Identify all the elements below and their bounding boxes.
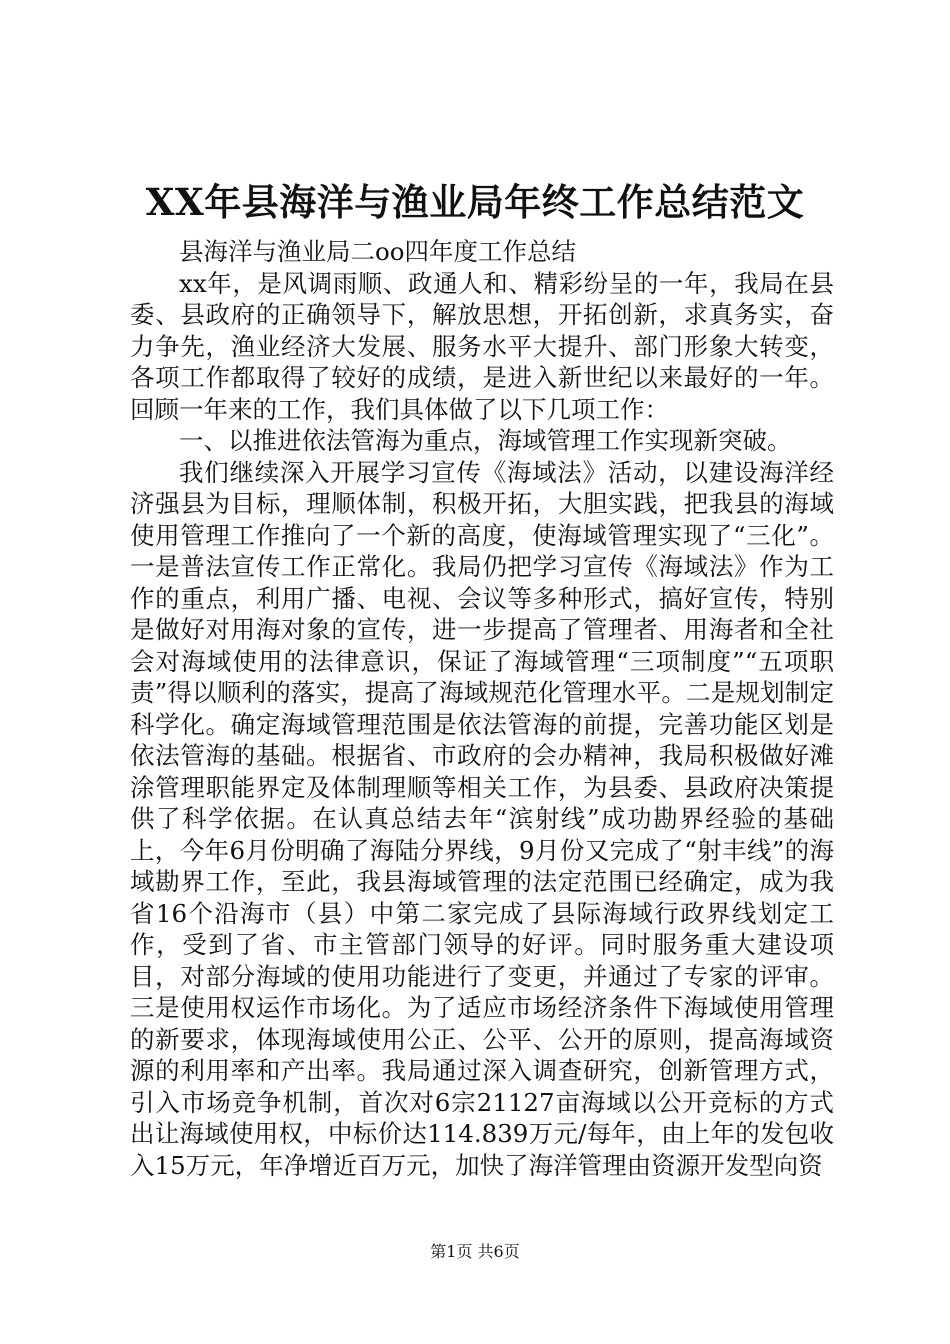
page-footer: 第1页 共6页 xyxy=(430,1242,520,1261)
document-body xyxy=(130,236,834,1181)
intro-paragraph: xx年，是风调雨顺、政通人和、精彩纷呈的一年，我局在县委、县政府的正确领导下，解放思想，开拓创新，求真务实，奋力争先，渔业经济大发展、服务水平大提升、部门形象大转变，各项工作都取得了较好的成绩，是进入新世纪以来最好的一年。回顾一年来的工作，我们具体做了以下几项工作： xyxy=(130,268,834,424)
section-heading: 一、以推进依法管海为重点，海域管理工作实现新突破。 xyxy=(179,426,792,455)
subtitle-paragraph: 县海洋与渔业局二oo四年度工作总结 xyxy=(179,237,576,266)
document-title: XX年县海洋与渔业局年终工作总结范文 xyxy=(145,180,805,224)
body-paragraph: 我们继续深入开展学习宣传《海域法》活动，以建设海洋经济强县为目标，理顺体制，积极开拓，大胆实践，把我县的海域使用管理工作推向了一个新的高度，使海域管理实现了“三化”。一是普法宣传工作正常化。我局仍把学习宣传《海域法》作为工作的重点，利用广播、电视、会议等多种形式，搞好宣传，特别是做好对用海对象的宣传，进一步提高了管理者、用海者和全社会对海域使用的法律意识，保证了海域管理“三项制度”“五项职责”得以顺利的落实，提高了海域规范化管理水平。二是规划制定科学化。确定海域管理范围是依法管海的前提，完善功能区划是依法管海的基础。根据省、市政府的会办精神，我局积极做好滩涂管理职能界定及体制理顺等相关工作，为县委、县政府决策提供了科学依据。在认真总结去年“滨射线”成功勘界经验的基础上，今年6月份明确了海陆分界线，9月份又完成了“射丰线”的海域勘界工作，至此，我县海域管理的法定范围已经确定，成为我省16个沿海市（县）中第二家完成了县际海域行政界线划定工作，受到了省、市主管部门领导的好评。同时服务重大建设项目，对部分海域的使用功能进行了变更，并通过了专家的评审。三是使用权运作市场化。为了适应市场经济条件下海域使用管理的新要求，体现海域使用公正、公平、公开的原则，提高海域资源的利用率和产出率。我局通过深入调查研究，创新管理方式，引入市场竞争机制，首次对6宗21127亩海域以公开竞标的方式出让海域使用权，中标价达114.839万元/每年，由上年的发包收入15万元，年净增近百万元，加快了海洋管理由资源开发型向资 xyxy=(130,457,834,1180)
